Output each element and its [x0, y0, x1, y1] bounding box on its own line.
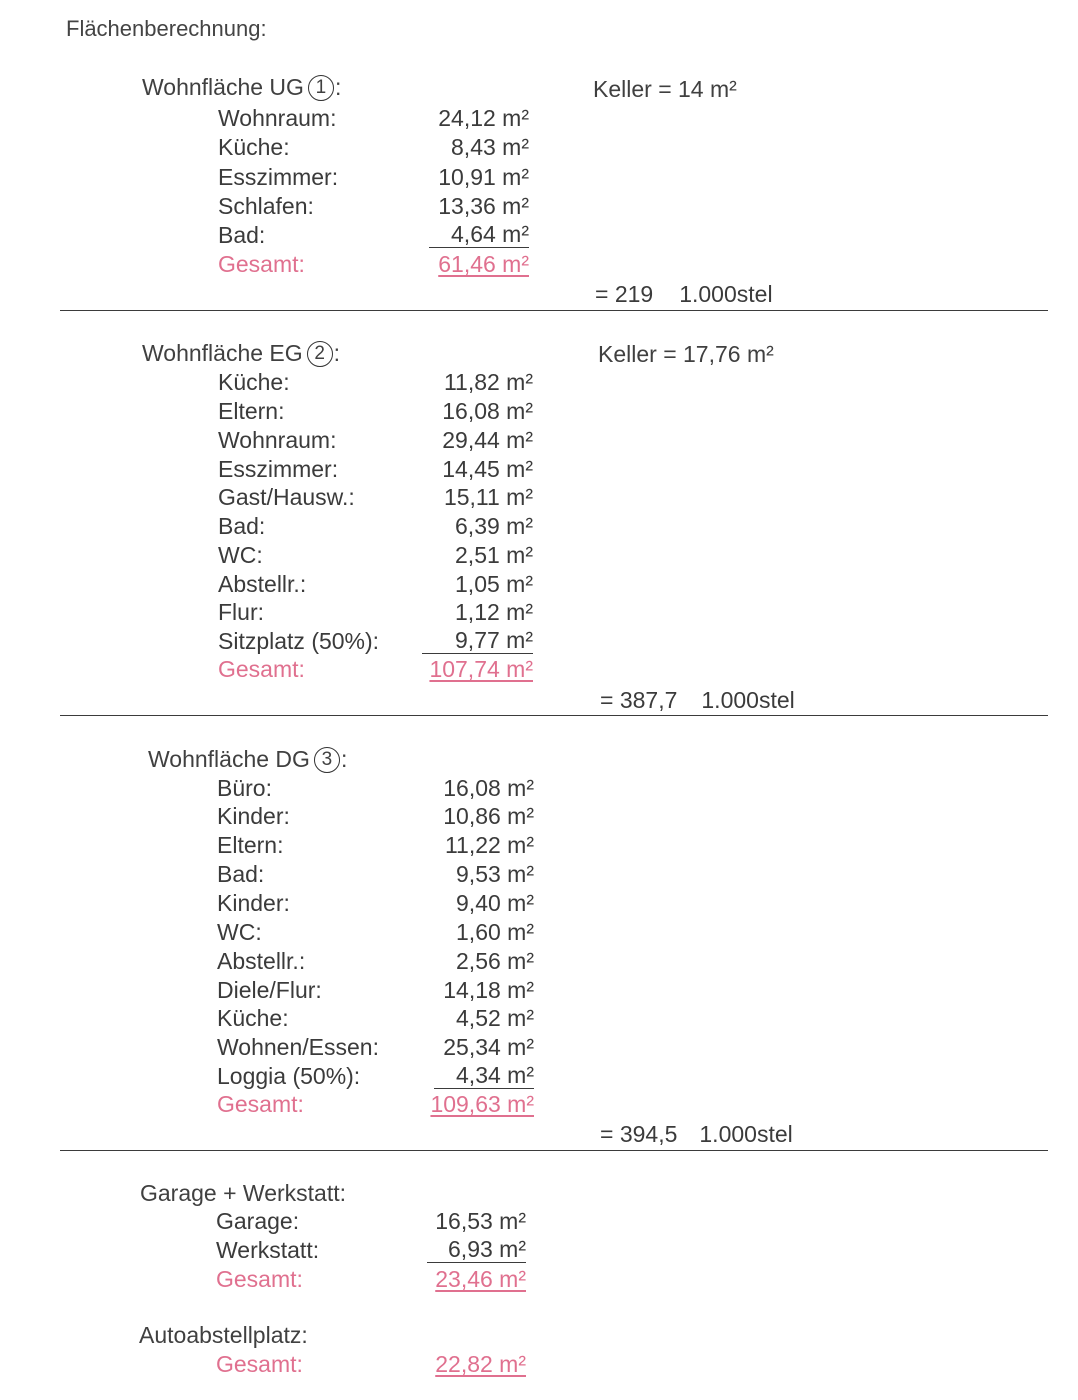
divider: [60, 715, 1048, 716]
room-area: 6,39 m²: [455, 513, 533, 539]
room-area: 11,82 m²: [443, 369, 533, 395]
room-label: Sitzplatz (50%):: [218, 628, 380, 654]
room-area: 8,43 m²: [451, 134, 529, 160]
room-label: Abstellr.:: [218, 571, 307, 597]
share-line: [600, 1121, 793, 1148]
share-value: = 219: [595, 281, 654, 307]
room-area: 2,56 m²: [456, 948, 534, 974]
room-label: Garage:: [216, 1208, 300, 1234]
keller-note: Keller = 14 m²: [593, 76, 737, 102]
room-label: Gast/Hausw.:: [218, 484, 355, 510]
section-heading-text: Autoabstellplatz:: [139, 1322, 308, 1348]
room-label: Bad:: [217, 861, 265, 887]
total-label: Gesamt:: [216, 1351, 303, 1377]
total-area: 61,46 m²: [438, 251, 529, 277]
room-area: 9,53 m²: [456, 861, 534, 887]
room-area: 29,44 m²: [442, 427, 533, 453]
share-line: [600, 687, 795, 714]
circled-number: 3: [314, 747, 340, 773]
section-heading: Wohnfläche EG 2 :: [142, 340, 341, 366]
room-area: 1,05 m²: [455, 571, 533, 597]
room-area: 9,40 m²: [456, 890, 534, 916]
share-unit: 1.000stel: [679, 281, 773, 307]
room-label: Bad:: [218, 513, 266, 539]
total-area: 107,74 m²: [429, 656, 533, 682]
circled-number: 1: [308, 75, 334, 101]
total-label: Gesamt:: [216, 1266, 303, 1292]
room-label: WC:: [217, 919, 262, 945]
room-label: Wohnraum:: [218, 427, 337, 453]
share-unit: 1.000stel: [701, 687, 795, 713]
room-area: 25,34 m²: [443, 1034, 534, 1060]
divider: [60, 1150, 1048, 1151]
room-area: 24,12 m²: [438, 105, 529, 131]
room-label: Esszimmer:: [218, 456, 339, 482]
room-area: 6,93 m²: [427, 1237, 526, 1263]
share-unit: 1.000stel: [699, 1121, 793, 1147]
room-label: Büro:: [217, 775, 272, 801]
room-label: Schlafen:: [218, 193, 314, 219]
total-area: 109,63 m²: [430, 1091, 534, 1117]
total-area: 23,46 m²: [435, 1266, 526, 1292]
circled-number: 2: [307, 341, 333, 367]
room-area: 15,11 m²: [443, 484, 533, 510]
keller-note: Keller = 17,76 m²: [598, 341, 774, 367]
room-area: 10,91 m²: [438, 164, 529, 190]
share-value: = 387,7: [600, 687, 678, 713]
share-value: = 394,5: [600, 1121, 678, 1147]
room-area: 4,52 m²: [456, 1005, 534, 1031]
share-line: [595, 281, 773, 308]
section-heading: Wohnfläche UG 1 :: [142, 74, 342, 100]
room-label: Küche:: [217, 1005, 289, 1031]
divider: [60, 310, 1048, 311]
section-heading: [140, 1180, 346, 1207]
room-label: Eltern:: [217, 832, 284, 858]
room-area: 10,86 m²: [443, 803, 534, 829]
section-heading-text: Wohnfläche UG: [142, 74, 304, 100]
room-label: Küche:: [218, 369, 290, 395]
room-label: Abstellr.:: [217, 948, 306, 974]
section-heading-text: Garage + Werkstatt:: [140, 1180, 347, 1206]
room-label: Diele/Flur:: [217, 977, 322, 1003]
section-heading-text: Wohnfläche EG: [142, 340, 303, 366]
room-label: WC:: [218, 542, 263, 568]
room-label: Bad:: [218, 222, 266, 248]
section-heading: [139, 1322, 308, 1349]
room-area: 9,77 m²: [422, 628, 533, 654]
room-area: 2,51 m²: [455, 542, 533, 568]
room-label: Kinder:: [217, 890, 290, 916]
room-area: 1,12 m²: [455, 599, 533, 625]
room-label: Küche:: [218, 134, 290, 160]
total-label: Gesamt:: [218, 656, 305, 682]
room-label: Wohnen/Essen:: [217, 1034, 379, 1060]
room-label: Esszimmer:: [218, 164, 339, 190]
room-area: 16,08 m²: [442, 398, 533, 424]
room-label: Werkstatt:: [216, 1237, 320, 1263]
section-heading-text: Wohnfläche DG: [148, 746, 310, 772]
room-area: 11,22 m²: [444, 832, 534, 858]
room-label: Flur:: [218, 599, 264, 625]
room-area: 4,34 m²: [434, 1063, 534, 1089]
room-area: 14,45 m²: [442, 456, 533, 482]
room-area: 14,18 m²: [443, 977, 534, 1003]
section-heading: Wohnfläche DG 3 :: [148, 746, 348, 772]
total-area: 22,82 m²: [435, 1351, 526, 1377]
room-area: 4,64 m²: [429, 222, 529, 248]
room-area: 16,53 m²: [435, 1208, 526, 1234]
room-label: Wohnraum:: [218, 105, 337, 131]
total-label: Gesamt:: [217, 1091, 304, 1117]
page-title: Flächenberechnung:: [66, 16, 267, 41]
room-label: Loggia (50%):: [217, 1063, 361, 1089]
room-area: 13,36 m²: [438, 193, 529, 219]
room-label: Eltern:: [218, 398, 285, 424]
room-area: 16,08 m²: [443, 775, 534, 801]
room-area: 1,60 m²: [456, 919, 534, 945]
total-label: Gesamt:: [218, 251, 305, 277]
room-label: Kinder:: [217, 803, 290, 829]
